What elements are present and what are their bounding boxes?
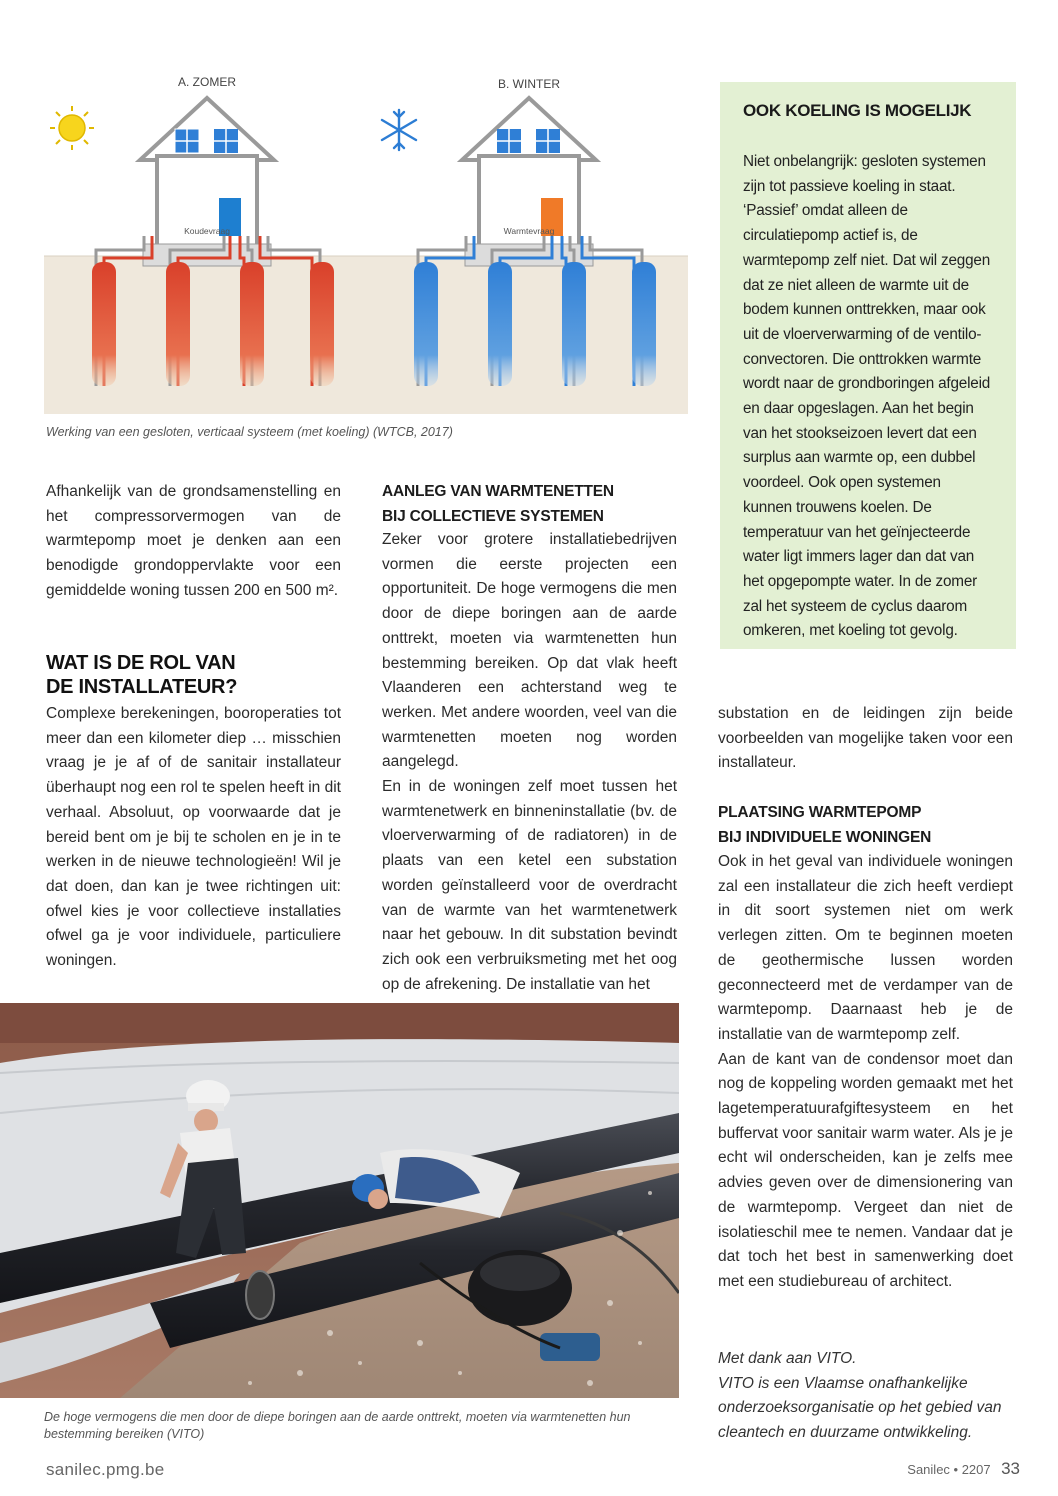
warmtepomp-paragraph-2: Aan de kant van de condensor moet dan nog de koppeling worden gemaakt met het lagetemperatuurafgiftesysteem en het buffervat voor sanitair warm water. Als je je echt wil onderscheiden, kan je zelfs mee advies geven over de dimensionering van de warmtepomp. Vergeet dan niet de isolatieschil mee te nemen. Vandaar dat je dat toch het best in samenwerking doet met een studiebureau of architect. (718, 1050, 1013, 1290)
column-3 (718, 850, 1013, 1295)
sidebar-text: Niet onbelangrijk: gesloten systemen zijn tot passieve koeling in staat. ‘Passief’ omdat alleen de circulatiepomp actief is, de warmtepomp zelf niet. Dat wil zeggen dat ze niet alleen de warmte uit de bodem kunnen onttrekken, maar ook uit de vloerverwarming of de ventilo-convectoren. Die onttrokken warmte wordt naar de grondboringen afgeleid en daar opgeslagen. Aan het begin van het stookseizoen levert dat een surplus aan warmte op, een dubbel voordeel. Ook open systemen kunnen trouwens koelen. De temperatuur van het geïnjecteerde water ligt immers lager dan dat van het opgepompte water. In de zomer zal het systeem de cyclus daarom omkeren, met koeling tot gevolg. (743, 153, 991, 640)
label-warmtevraag: Warmtevraag (503, 226, 555, 236)
footer-right (860, 1459, 1020, 1479)
borehole-winter-4 (632, 262, 656, 386)
borehole-summer-4 (310, 262, 334, 386)
heading-warmtenetten (382, 480, 682, 529)
borehole-summer-2 (166, 262, 190, 386)
snowflake-icon (382, 110, 416, 150)
warmtenetten-paragraph-2: En in de woningen zelf moet tussen het warmtenetwerk en binneninstallatie (bv. de vloerverwarming of de radiatoren) in de plaats van een ketel een substation worden geïnstalleerd voor de overdracht van de warmte van het warmtenetwerk naar het gebouw. In dit substation bevindt zich ook een verbruiksmeting met het oog op de afrekening. De installatie van het (382, 778, 677, 993)
sidebar-box (720, 82, 1016, 649)
borehole-winter-1 (414, 262, 438, 386)
house-summer (140, 98, 274, 266)
label-summer: A. ZOMER (177, 75, 237, 89)
heading-line-2: BIJ INDIVIDUELE WONINGEN (718, 828, 932, 846)
rol-text: Complexe berekeningen, booroperaties tot meer dan een kilometer diep … misschien vraag je je af of de sanitair installateur überhaupt nog een rol te spelen heeft in dit verhaal. Absoluut, op voorwaarde dat je bereid bent om je bij te scholen en je in te werken in de nieuwe technologieën! Wil je dat doen, dan kan je twee richtingen uit: ofwel kies je voor collectieve installaties ofwel ga je voor individuele, particuliere woningen. (46, 705, 341, 970)
heading-line-1: PLAATSING WARMTEPOMP (718, 804, 922, 821)
label-koudevraag: Koudevraag (184, 226, 230, 236)
credits (718, 1347, 1013, 1446)
page-number: 33 (1001, 1459, 1020, 1478)
credit-line-2: VITO is een Vlaamse onafhankelijke onderzoeksorganisatie op het gebied van cleantech en duurzame ontwikkeling. (718, 1374, 1002, 1442)
sidebar-title: OOK KOELING IS MOGELIJK (743, 101, 972, 120)
geothermal-diagram (44, 68, 688, 414)
borehole-summer-1 (92, 262, 116, 386)
photo-svg (0, 1003, 679, 1398)
footer-website-link[interactable]: sanilec.pmg.be (46, 1460, 165, 1479)
heading-line-2: BIJ COLLECTIEVE SYSTEMEN (382, 507, 604, 525)
figure-caption: Werking van een gesloten, verticaal systeem (met koeling) (WTCB, 2017) (46, 425, 453, 439)
diagram-svg (44, 68, 688, 414)
sun-icon (50, 106, 94, 150)
label-winter: B. WINTER (498, 77, 560, 91)
pipeline-photo (0, 1003, 679, 1398)
column-3-continued (718, 702, 1013, 776)
heading-rol-installateur (46, 651, 341, 699)
magazine-issue: Sanilec • 2207 (907, 1462, 991, 1477)
borehole-winter-2 (488, 262, 512, 386)
heading-line-2: DE INSTALLATEUR? (46, 676, 238, 698)
heading-line-1: AANLEG VAN WARMTENETTEN (382, 483, 614, 500)
photo-caption: De hoge vermogens die men door de diepe boringen aan de aarde onttrekt, moeten via warmtenetten hun bestemming bereiken (VITO) (44, 1410, 631, 1441)
heading-line-1: WAT IS DE ROL VAN (46, 652, 236, 674)
warmtepomp-paragraph-1: Ook in het geval van individuele woningen zal een installateur die zich heeft verdiept in dit soort systemen niet om werk verlegen zitten. Om te beginnen moeten de geothermische lussen worden geconnecteerd met de verdamper van de warmtepomp. Daarnaast heb je de installatie van de warmtepomp zelf. (718, 853, 1013, 1043)
house-winter (462, 98, 596, 266)
borehole-winter-3 (562, 262, 586, 386)
rol-paragraph (46, 702, 341, 974)
column-2 (382, 528, 677, 997)
ground (44, 256, 688, 414)
credit-line-1: Met dank aan VITO. (718, 1350, 857, 1367)
warmtenetten-paragraph-1: Zeker voor grotere installatiebedrijven vormen die eerste projecten een opportuniteit. De hoge vermogens die men door de diepe boringen aan de aarde onttrekt, moeten via warmtenetten hun bestemming bereiken. Op dat vlak heeft Vlaanderen een achterstand weg te werken. Met andere woorden, veel van die warmtenetten moeten nog worden aangelegd. (382, 531, 677, 771)
borehole-summer-3 (240, 262, 264, 386)
continued-text: substation en de leidingen zijn beide voorbeelden van mogelijke taken voor een installateur. (718, 705, 1013, 772)
intro-paragraph: Afhankelijk van de grondsamenstelling en het compressorvermogen van de warmtepomp moet je denken aan een benodigde grondoppervlakte voor een gemiddelde woning tussen 200 en 500 m². (46, 483, 341, 599)
column-1 (46, 480, 341, 604)
heading-warmtepomp (718, 801, 1018, 850)
